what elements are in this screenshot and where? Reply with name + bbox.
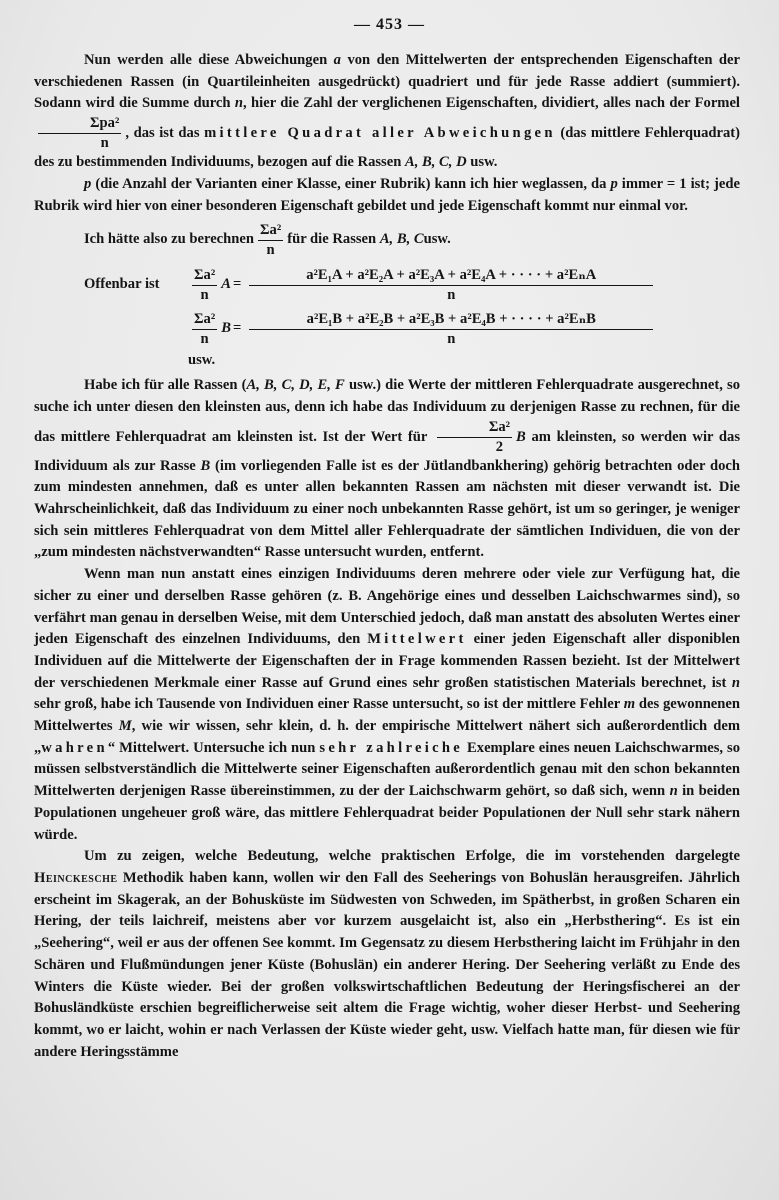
paragraph-3: Ich hätte also zu berechnen $\frac{\text{Σa²}}{n}$ für die Rassen A, B, C usw. <box>84 221 451 258</box>
emphasis-spaced: mittlere Quadrat aller Abweichungen <box>204 124 556 141</box>
paragraph-2: p (die Anzahl der Varianten einer Klasse, einer Rubrik) kann ich hier weglassen, da p immer = 1 ist; jede Rubrik wird hier von einer besonderen Eigenschaft gebildet und jede Eigenschaft kommt nur einmal vor. <box>34 175 740 214</box>
paragraph-5: Wenn man nun anstatt eines einzigen Individuums deren mehrere oder viele zur Verfügung hat, die sicher zu einer und derselben Rasse gehören (z. B. Angehörige eines und desselben Laichschwarmes sind), so verfährt man genau in derselben Weise, mit dem Unterschied jedoch, daß man anstatt des absoluten Wertes einer jeden Eigenschaft des einzelnen Individuums, den Mittelwert einer jeden Eigenschaft aller disponiblen Individuen auf die Mittelwerte der Eigenschaften der in Frage kommenden Rassen bezieht. Ist der Mittelwert der verschiedenen Merkmale einer Rasse auf Grund eines sehr großen statistischen Materials berechnet, ist n sehr groß, habe ich Tausende von Individuen einer Rasse untersucht, so ist der mittlere Fehler m des gewonnenen Mittelwertes M, wie wir wissen, sehr klein, d. h. der empirische Mittelwert nähert sich außerordentlich dem „wahren“ Mittelwert. Untersuche ich nun sehr zahlreiche Exemplare eines neuen Laichschwarmes, so müssen selbstverständlich die Mittelwerte seiner Eigenschaften außerordentlich genau mit den schon bekannten Mittelwerten derjenigen Rasse übereinstimmen, zu der der Laichschwarm gehört, so daß sich, wenn n in beiden Populationen ungeheuer groß wäre, das mittlere Fehlerquadrat beider Populationen der Null sehr stark nähern würde. <box>34 566 741 843</box>
paragraph-6: Um zu zeigen, welche Bedeutung, welche praktischen Erfolge, die im vorstehenden dargelegte Heinckesche Methodik haben kann, wollen wir den Fall des Seeherings von Bohuslän herausgreifen. Jährlich erscheint im Skagerak, an der Bohusküste im Südwesten von Schweden, im Spätherbst, in großen Scharen ein Hering, der teils laichreif, meistens aber vor kurzem ausgelaicht ist, also ein „Herbsthering“. Es ist ein „Seehering“, weil er aus der offenen See kommt. Im Gegensatz zu diesem Herbsthering laicht im Frühjahr in den Schären und Flußmündungen jener Küste (Bohuslän) ein anderer Hering. Der Seehering verläßt zu Ende des Winters die Küste wieder. Bei der großen volkswirtschaftlichen Bedeutung der Heringsfischerei an der Bohusländküste erschien begreiflicherweise seit altem die Frage wichtig, woher dieser Herbst- und Seehering kommt, wo er laicht, wohin er nach Verlassen der Küste wieder geht, usw. Vielfach hatte man, für diesen wie für andere Heringsstämme <box>34 848 740 1060</box>
paragraph-1: Nun werden alle diese Abweichungen a von den Mittelwerten der entsprechenden Eigenschaften der verschiedenen Rassen (in Quartileinheiten ausgedrückt) quadriert und für jede Rasse addiert (summiert). Sodann wird die Summe durch n, hier die Zahl der verglichenen Eigenschaften, dividiert, alles nach der Formel $\frac{\text{Σpa²}}{n}$ , das ist das mittlere Quadrat aller Abweichungen (das mittlere Fehlerquadrat) des zu bestimmenden Individuums, bezogen auf die Rassen A, B, C, D usw. <box>34 52 740 171</box>
author-name: Heinckesche <box>34 869 118 886</box>
equation-b: $\frac{\text{Σa²}}{n}$ B = $\frac{\text{a²E₁B + a²E₂B + a²E₃B + a²E₄B + · · · · + a²EₙB}}{n}$ <box>34 307 740 351</box>
paragraph-4: Habe ich für alle Rassen (A, B, C, D, E, F usw.) die Werte der mittleren Fehlerquadrate ausgerechnet, so suche ich unter diesen den kleinsten aus, denn ich habe das Individuum zu derjenigen Rasse zu rechnen, für die das mittlere Fehlerquadrat am kleinsten ist. Ist der Wert für $\frac{\text{Σa²}}{2}$ B am kleinsten, so werden wir das Individuum als zur Rasse B (im vorliegenden Falle ist es der Jütlandbankhering) gehörig betrachten oder doch zum mindesten annehmen, daß es unter allen bekannten Rassen am nächsten mit dieser verwandt ist. Die Wahrscheinlichkeit, daß das Individuum zu einer noch unbekannten Rasse gehört, ist um so geringer, je weniger sich sein mittleres Fehlerquadrat von dem Mittel aller Fehlerquadrate der sämtlichen Individuen, die von der „zum mindesten nächstverwandten“ Rasse untersucht wurden, entfernt. <box>34 377 740 561</box>
equation-a: Offenbar ist $\frac{\text{Σa²}}{n}$ A = $\frac{\text{a²E₁A + a²E₂A + a²E₃A + a²E₄A + · · · · + a²EₙA}}{n}$ <box>34 263 740 307</box>
equation-usw: usw. <box>188 352 216 369</box>
page-number: — 453 — <box>354 16 425 33</box>
body-text <box>34 50 740 1063</box>
formula-fraction: $\frac{\text{Σpa²}}{n}$ <box>38 115 121 152</box>
